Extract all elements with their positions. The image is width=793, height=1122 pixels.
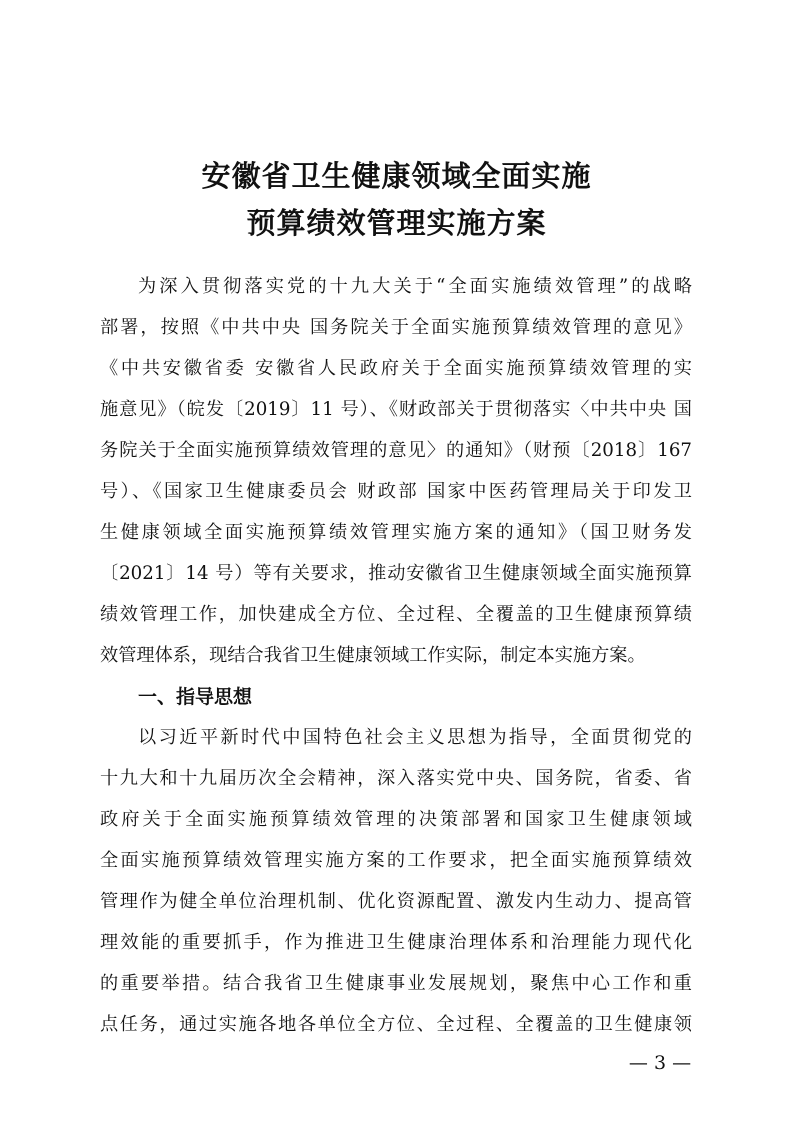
intro-paragraph-line: 生健康领域全面实施预算绩效管理实施方案的通知》（国卫财务发 xyxy=(100,522,692,543)
document-title-line-2: 预算绩效管理实施方案 xyxy=(246,206,547,240)
intro-paragraph-line: 《中共安徽省委 安徽省人民政府关于全面实施预算绩效管理的实 xyxy=(100,358,692,379)
section-paragraph-line: 全面实施预算绩效管理实施方案的工作要求，把全面实施预算绩效 xyxy=(100,850,692,871)
intro-paragraph-line: 部署，按照《中共中央 国务院关于全面实施预算绩效管理的意见》 xyxy=(100,317,692,338)
intro-paragraph-line: 务院关于全面实施预算绩效管理的意见〉的通知》（财预〔2018〕167 xyxy=(100,440,692,461)
intro-paragraph-line: 为深入贯彻落实党的十九大关于“全面实施绩效管理”的战略 xyxy=(138,276,692,297)
page-number: — 3 — xyxy=(628,1052,692,1074)
intro-paragraph-line: 号）、《国家卫生健康委员会 财政部 国家中医药管理局关于印发卫 xyxy=(100,481,692,502)
section-paragraph-line: 点任务，通过实施各地各单位全方位、全过程、全覆盖的卫生健康领 xyxy=(100,1014,692,1035)
intro-paragraph-line: 绩效管理工作，加快建成全方位、全过程、全覆盖的卫生健康预算绩 xyxy=(100,604,692,625)
section-paragraph-line: 以习近平新时代中国特色社会主义思想为指导，全面贯彻党的 xyxy=(138,727,692,748)
section-paragraph-line: 理效能的重要抓手，作为推进卫生健康治理体系和治理能力现代化 xyxy=(100,932,692,953)
document-title-line-1: 安徽省卫生健康领域全面实施 xyxy=(201,159,592,193)
intro-paragraph-line: 〔2021〕14 号）等有关要求，推动安徽省卫生健康领域全面实施预算 xyxy=(100,563,692,584)
section-paragraph-line: 的重要举措。结合我省卫生健康事业发展规划，聚焦中心工作和重 xyxy=(100,973,692,994)
section-paragraph-line: 管理作为健全单位治理机制、优化资源配置、激发内生动力、提高管 xyxy=(100,891,692,912)
intro-paragraph-line: 效管理体系，现结合我省卫生健康领域工作实际，制定本实施方案。 xyxy=(100,645,646,666)
section-paragraph-line: 十九大和十九届历次全会精神，深入落实党中央、国务院，省委、省 xyxy=(100,768,692,789)
intro-paragraph-line: 施意见》（皖发〔2019〕11 号）、《财政部关于贯彻落实〈中共中央 国 xyxy=(100,399,692,420)
section-paragraph-line: 政府关于全面实施预算绩效管理的决策部署和国家卫生健康领域 xyxy=(100,809,692,830)
section-heading: 一、指导思想 xyxy=(138,686,253,708)
